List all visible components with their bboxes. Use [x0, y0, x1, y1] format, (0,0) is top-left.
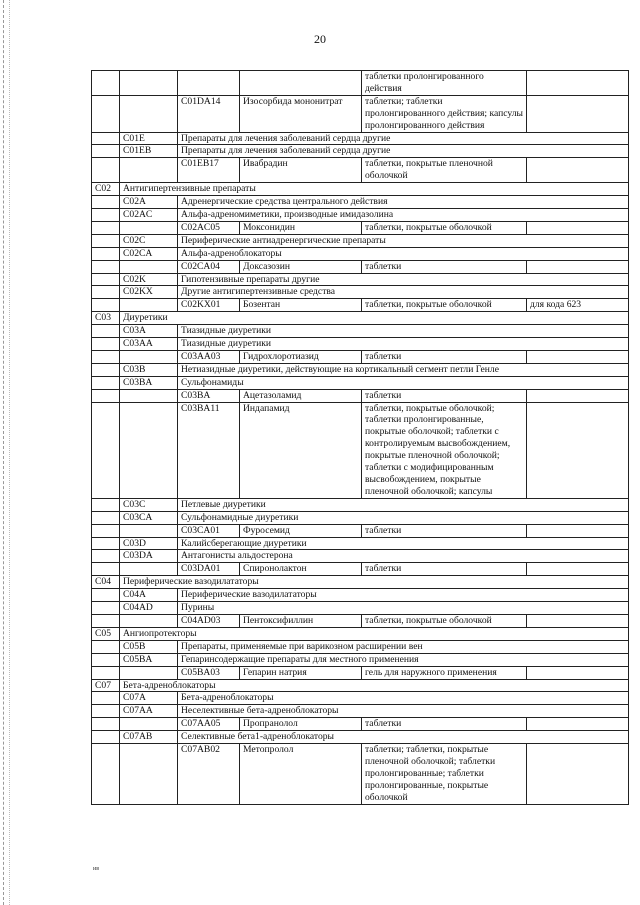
subgroup-name-cell: Калийсберегающие диуретики — [178, 537, 629, 550]
empty-cell — [120, 614, 178, 627]
table-row — [92, 208, 629, 221]
note-cell — [527, 260, 629, 273]
subgroup-code-cell: C01EB — [120, 145, 178, 158]
empty-cell — [92, 563, 120, 576]
table-row — [92, 221, 629, 234]
empty-cell — [120, 666, 178, 679]
empty-cell — [92, 221, 120, 234]
empty-cell — [92, 602, 120, 615]
subgroup-code-cell: C03D — [120, 537, 178, 550]
empty-cell — [92, 71, 120, 96]
subgroup-name-cell: Альфа-адреноблокаторы — [178, 247, 629, 260]
subgroup-name-cell: Сульфонамиды — [178, 376, 629, 389]
atc-code-cell: C07AA05 — [178, 718, 240, 731]
subgroup-name-cell: Гипотензивные препараты другие — [178, 273, 629, 286]
drug-name-cell: Бозентан — [240, 299, 362, 312]
drug-name-cell: Моксонидин — [240, 221, 362, 234]
drug-name-cell: Пентоксифиллин — [240, 614, 362, 627]
subgroup-code-cell: C05B — [120, 640, 178, 653]
subgroup-name-cell: Петлевые диуретики — [178, 498, 629, 511]
drug-table — [91, 70, 629, 805]
table-row — [92, 614, 629, 627]
subgroup-code-cell: C05BA — [120, 653, 178, 666]
subgroup-code-cell: C03DA — [120, 550, 178, 563]
subgroup-code-cell: C03AA — [120, 338, 178, 351]
subgroup-code-cell: C04AD — [120, 602, 178, 615]
table-row — [92, 273, 629, 286]
dosage-form-cell: гель для наружного применения — [362, 666, 527, 679]
empty-cell — [92, 158, 120, 183]
subgroup-code-cell: C02AC — [120, 208, 178, 221]
dosage-form-cell: таблетки — [362, 350, 527, 363]
empty-cell — [120, 71, 178, 96]
empty-cell — [92, 550, 120, 563]
empty-cell — [92, 537, 120, 550]
dosage-form-cell: таблетки — [362, 260, 527, 273]
subgroup-code-cell: C02CA — [120, 247, 178, 260]
table-row — [92, 524, 629, 537]
atc-code-cell: C02AC05 — [178, 221, 240, 234]
empty-cell — [120, 744, 178, 805]
subgroup-name-cell: Антагонисты альдостерона — [178, 550, 629, 563]
atc-code-cell: C03AA03 — [178, 350, 240, 363]
note-cell — [527, 563, 629, 576]
note-cell — [527, 71, 629, 96]
table-row — [92, 679, 629, 692]
dosage-form-cell: таблетки, покрытые пленочной оболочкой — [362, 158, 527, 183]
empty-cell — [120, 718, 178, 731]
empty-cell — [120, 524, 178, 537]
subgroup-code-cell: C03C — [120, 498, 178, 511]
table-row — [92, 576, 629, 589]
atc-code-cell: C01DA14 — [178, 95, 240, 132]
empty-cell — [92, 299, 120, 312]
dosage-form-cell: таблетки; таблетки, покрытые пленочной оболочкой; таблетки пролонгированные; таблетки пролонгированные, покрытые оболочкой — [362, 744, 527, 805]
empty-cell — [120, 389, 178, 402]
dosage-form-cell: таблетки, покрытые оболочкой — [362, 299, 527, 312]
subgroup-code-cell: C04A — [120, 589, 178, 602]
empty-cell — [120, 402, 178, 498]
note-cell — [527, 524, 629, 537]
table-row — [92, 363, 629, 376]
atc-code-cell: C07AB02 — [178, 744, 240, 805]
empty-cell — [92, 653, 120, 666]
note-cell — [527, 402, 629, 498]
atc-code-cell: C03DA01 — [178, 563, 240, 576]
subgroup-code-cell: C02KX — [120, 286, 178, 299]
empty-cell — [120, 299, 178, 312]
subgroup-name-cell: Адренергические средства центрального действия — [178, 196, 629, 209]
drug-name-cell: Спиронолактон — [240, 563, 362, 576]
empty-cell — [120, 350, 178, 363]
subgroup-name-cell: Препараты, применяемые при варикозном расширении вен — [178, 640, 629, 653]
table-row — [92, 325, 629, 338]
table-row — [92, 731, 629, 744]
note-cell — [527, 158, 629, 183]
empty-cell — [120, 95, 178, 132]
empty-cell — [92, 640, 120, 653]
subgroup-code-cell: C03BA — [120, 376, 178, 389]
table-row — [92, 312, 629, 325]
empty-cell — [92, 498, 120, 511]
empty-cell — [92, 338, 120, 351]
group-name-cell: Антигипертензивные препараты — [120, 183, 629, 196]
page-number: 20 — [314, 32, 326, 46]
group-code-cell: C07 — [92, 679, 120, 692]
subgroup-name-cell: Пурины — [178, 602, 629, 615]
empty-cell — [92, 260, 120, 273]
group-code-cell: C05 — [92, 627, 120, 640]
table-body — [92, 71, 629, 805]
atc-code-cell: C04AD03 — [178, 614, 240, 627]
group-code-cell: C02 — [92, 183, 120, 196]
empty-cell — [120, 158, 178, 183]
subgroup-code-cell: C07AB — [120, 731, 178, 744]
empty-cell — [92, 705, 120, 718]
scan-edge-line — [3, 0, 4, 905]
drug-name-cell: Фуросемид — [240, 524, 362, 537]
table-row — [92, 589, 629, 602]
subgroup-code-cell: C03A — [120, 325, 178, 338]
note-cell — [527, 744, 629, 805]
table-row — [92, 718, 629, 731]
table-row — [92, 338, 629, 351]
empty-cell — [92, 208, 120, 221]
table-row — [92, 537, 629, 550]
note-cell — [527, 389, 629, 402]
dosage-form-cell: таблетки, покрытые оболочкой — [362, 614, 527, 627]
dosage-form-cell: таблетки пролонгированного действия — [362, 71, 527, 96]
table-row — [92, 350, 629, 363]
drug-name-cell: Доксазозин — [240, 260, 362, 273]
table-row — [92, 376, 629, 389]
atc-code-cell: C03BA — [178, 389, 240, 402]
empty-cell — [92, 286, 120, 299]
table-row — [92, 402, 629, 498]
group-code-cell: C03 — [92, 312, 120, 325]
table-row — [92, 260, 629, 273]
drug-name-cell: Гидрохлоротиазид — [240, 350, 362, 363]
group-name-cell: Ангиопротекторы — [120, 627, 629, 640]
table-row — [92, 640, 629, 653]
atc-code-cell: C03BA11 — [178, 402, 240, 498]
dosage-form-cell: таблетки; таблетки пролонгированного действия; капсулы пролонгированного действия — [362, 95, 527, 132]
empty-cell — [92, 95, 120, 132]
table-row — [92, 511, 629, 524]
empty-cell — [120, 260, 178, 273]
table-row — [92, 744, 629, 805]
group-code-cell: C04 — [92, 576, 120, 589]
table-row — [92, 158, 629, 183]
drug-name-cell — [240, 71, 362, 96]
empty-cell — [92, 731, 120, 744]
empty-cell — [92, 145, 120, 158]
atc-code-cell: C02CA04 — [178, 260, 240, 273]
subgroup-code-cell: C02A — [120, 196, 178, 209]
table-row — [92, 95, 629, 132]
table-row — [92, 71, 629, 96]
scan-edge-line — [9, 0, 10, 905]
subgroup-name-cell: Гепаринсодержащие препараты для местного применения — [178, 653, 629, 666]
drug-name-cell: Индапамид — [240, 402, 362, 498]
subgroup-name-cell: Тиазидные диуретики — [178, 338, 629, 351]
subgroup-code-cell: C02C — [120, 234, 178, 247]
empty-cell — [92, 247, 120, 260]
table-row — [92, 247, 629, 260]
table-row — [92, 132, 629, 145]
subgroup-code-cell: C07AA — [120, 705, 178, 718]
dosage-form-cell: таблетки, покрытые оболочкой; таблетки пролонгированные, покрытые оболочкой; таблетки с контролируемым высвобождением, покрытые пленочной оболочкой; таблетки с модифицированным высвобождением, покрытые пленочной оболочкой; капсулы — [362, 402, 527, 498]
subgroup-name-cell: Сульфонамидные диуретики — [178, 511, 629, 524]
table-row — [92, 234, 629, 247]
dosage-form-cell: таблетки — [362, 563, 527, 576]
atc-code-cell: C01EB17 — [178, 158, 240, 183]
drug-name-cell: Ацетазоламид — [240, 389, 362, 402]
drug-name-cell: Пропранолол — [240, 718, 362, 731]
empty-cell — [92, 350, 120, 363]
group-name-cell: Диуретики — [120, 312, 629, 325]
subgroup-name-cell: Бета-адреноблокаторы — [178, 692, 629, 705]
subgroup-code-cell: C07A — [120, 692, 178, 705]
empty-cell — [92, 589, 120, 602]
empty-cell — [92, 402, 120, 498]
empty-cell — [92, 376, 120, 389]
empty-cell — [92, 196, 120, 209]
table-row — [92, 692, 629, 705]
empty-cell — [92, 718, 120, 731]
table-row — [92, 705, 629, 718]
table-row — [92, 627, 629, 640]
subgroup-name-cell: Тиазидные диуретики — [178, 325, 629, 338]
note-cell — [527, 221, 629, 234]
note-cell — [527, 614, 629, 627]
subgroup-name-cell: Альфа-адреномиметики, производные имидазолина — [178, 208, 629, 221]
subgroup-code-cell: C02K — [120, 273, 178, 286]
atc-code-cell: C05BA03 — [178, 666, 240, 679]
subgroup-name-cell: Нетиазидные диуретики, действующие на кортикальный сегмент петли Генле — [178, 363, 629, 376]
note-cell — [527, 95, 629, 132]
subgroup-name-cell: Периферические вазодилататоры — [178, 589, 629, 602]
empty-cell — [92, 363, 120, 376]
empty-cell — [120, 563, 178, 576]
subgroup-code-cell: C03B — [120, 363, 178, 376]
subgroup-name-cell: Препараты для лечения заболеваний сердца другие — [178, 145, 629, 158]
dosage-form-cell: таблетки — [362, 718, 527, 731]
empty-cell — [92, 325, 120, 338]
empty-cell — [92, 389, 120, 402]
drug-name-cell: Гепарин натрия — [240, 666, 362, 679]
note-cell — [527, 350, 629, 363]
subgroup-code-cell: C03CA — [120, 511, 178, 524]
table-row — [92, 145, 629, 158]
empty-cell — [92, 132, 120, 145]
atc-code-cell — [178, 71, 240, 96]
table-row — [92, 183, 629, 196]
dosage-form-cell: таблетки, покрытые оболочкой — [362, 221, 527, 234]
dosage-form-cell: таблетки — [362, 389, 527, 402]
empty-cell — [120, 221, 178, 234]
table-row — [92, 563, 629, 576]
note-cell: для кода 623 — [527, 299, 629, 312]
note-cell — [527, 718, 629, 731]
drug-name-cell: Ивабрадин — [240, 158, 362, 183]
table-row — [92, 498, 629, 511]
footer-mark: ив — [93, 866, 100, 872]
table-row — [92, 602, 629, 615]
empty-cell — [92, 511, 120, 524]
table-row — [92, 389, 629, 402]
table-row — [92, 196, 629, 209]
atc-code-cell: C02KX01 — [178, 299, 240, 312]
table-row — [92, 286, 629, 299]
empty-cell — [92, 273, 120, 286]
subgroup-code-cell: C01E — [120, 132, 178, 145]
empty-cell — [92, 614, 120, 627]
subgroup-name-cell: Другие антигипертензивные средства — [178, 286, 629, 299]
dosage-form-cell: таблетки — [362, 524, 527, 537]
group-name-cell: Бета-адреноблокаторы — [120, 679, 629, 692]
drug-name-cell: Изосорбида мононитрат — [240, 95, 362, 132]
empty-cell — [92, 666, 120, 679]
atc-code-cell: C03CA01 — [178, 524, 240, 537]
subgroup-name-cell: Периферические антиадренергические препараты — [178, 234, 629, 247]
drug-name-cell: Метопролол — [240, 744, 362, 805]
table-row — [92, 550, 629, 563]
empty-cell — [92, 524, 120, 537]
table-row — [92, 299, 629, 312]
empty-cell — [92, 692, 120, 705]
table-row — [92, 666, 629, 679]
table-row — [92, 653, 629, 666]
empty-cell — [92, 744, 120, 805]
subgroup-name-cell: Препараты для лечения заболеваний сердца другие — [178, 132, 629, 145]
empty-cell — [92, 234, 120, 247]
subgroup-name-cell: Неселективные бета-адреноблокаторы — [178, 705, 629, 718]
group-name-cell: Периферические вазодилататоры — [120, 576, 629, 589]
note-cell — [527, 666, 629, 679]
subgroup-name-cell: Селективные бета1-адреноблокаторы — [178, 731, 629, 744]
